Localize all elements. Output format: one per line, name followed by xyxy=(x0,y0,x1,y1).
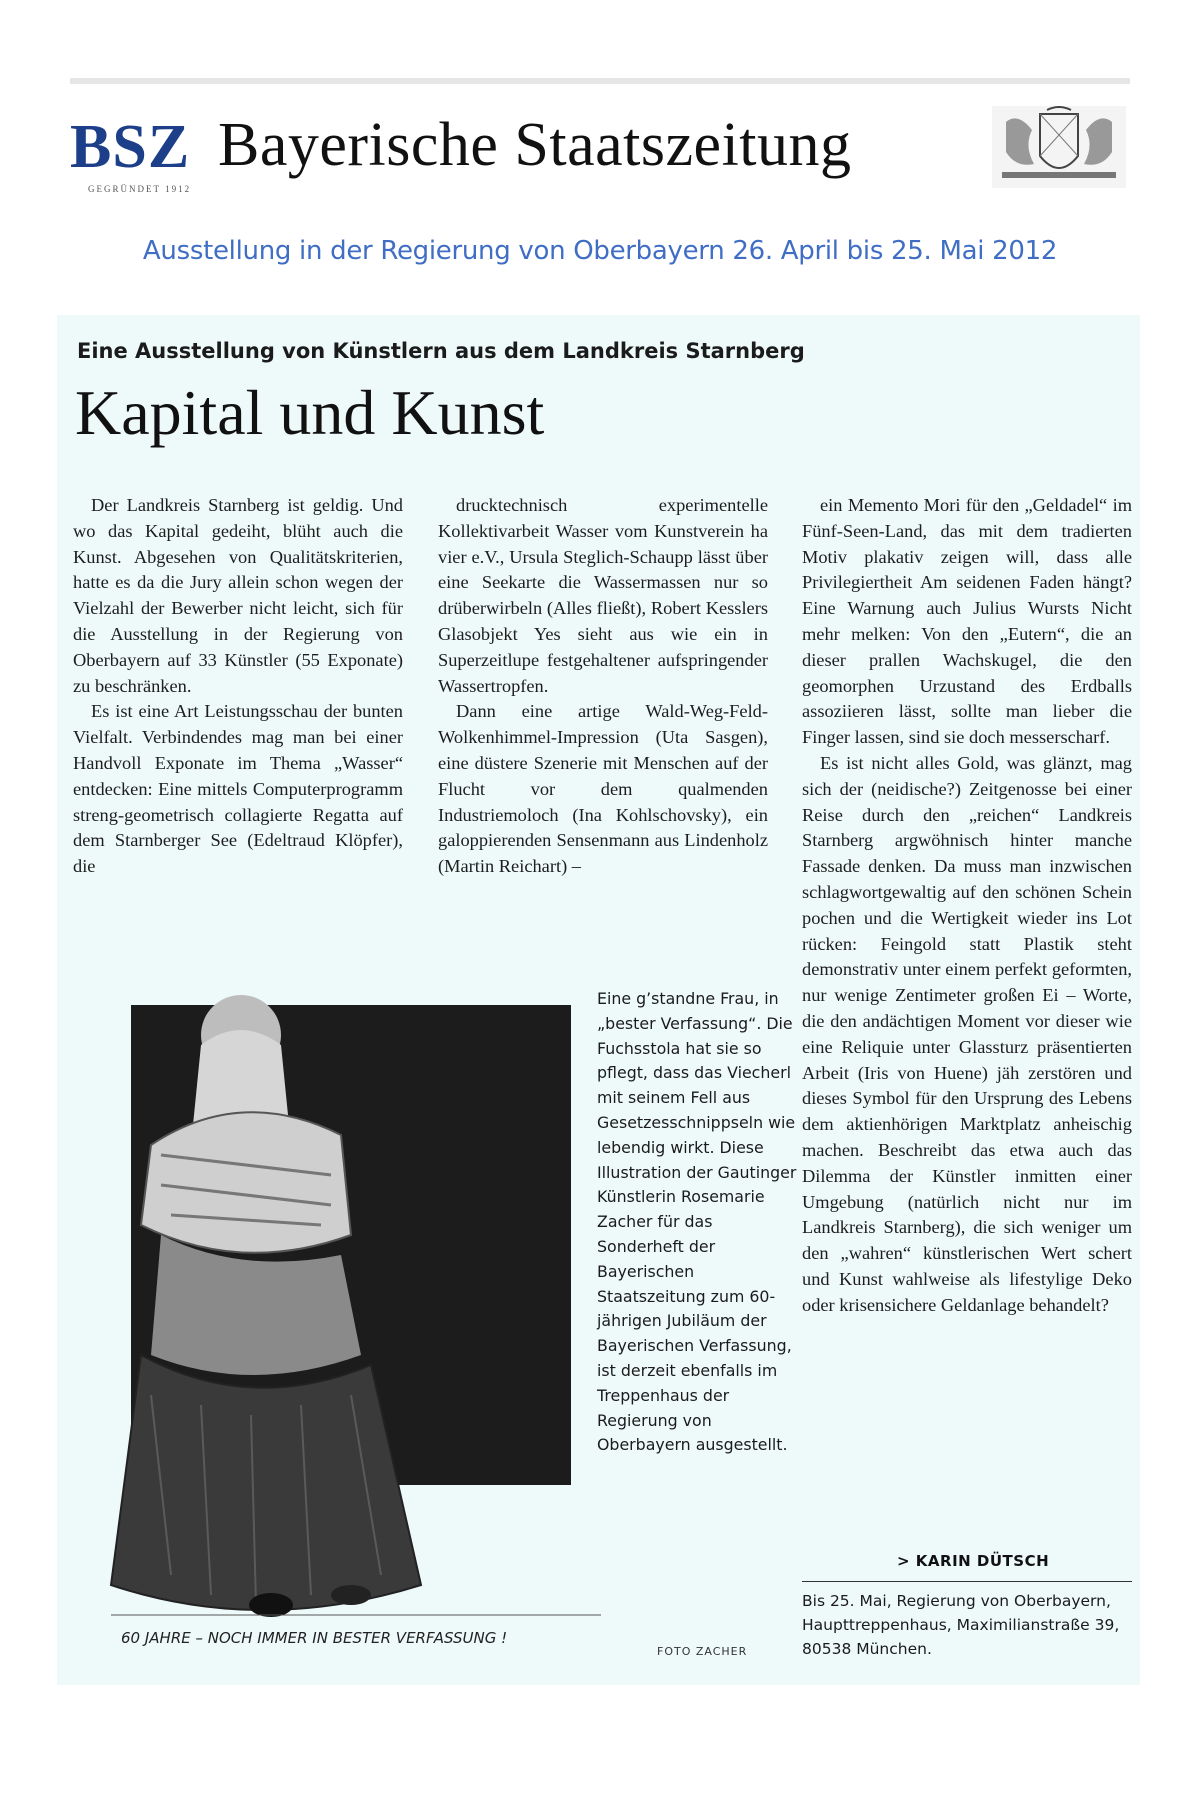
author-byline: > KARIN DÜTSCH xyxy=(897,1552,1050,1570)
article-headline: Kapital und Kunst xyxy=(75,377,545,448)
paragraph: drucktechnisch experimentelle Kollektivarbeit Wasser vom Kunstverein ha vier e.V., Ursula Steglich-Schaupp lässt über eine Seekarte die Wassermassen nur so drüberwirbeln (Alles fließt), Robert Kesslers Glasobjekt Yes sieht aus wie ein in Superzeitlupe festgehaltener aufspringender Wassertropfen. xyxy=(438,495,768,696)
article-column-2 xyxy=(438,493,768,963)
masthead xyxy=(70,78,1130,204)
bavarian-coat-of-arms-icon xyxy=(992,106,1126,188)
paragraph: Dann eine artige Wald-Weg-Feld-Wolkenhimmel-Impression (Uta Sasgen), eine düstere Szenerie mit Menschen auf der Flucht vor dem qualmenden Industriemoloch (Ina Kohlschovsky), ein galoppierenden Sensenmann aus Lindenholz (Martin Reichart) – xyxy=(438,701,768,877)
newspaper-title: Bayerische Staatszeitung xyxy=(218,111,852,179)
paragraph: Es ist nicht alles Gold, was glänzt, mag sich der (neidische?) Zeitgenosse bei einer Reise durch den „reichen“ Landkreis Starnberg argwöhnisch hinter manche Fassade denken. Da muss man inzwischen schlagwortgewaltig auf den schönen Schein pochen und die Wertigkeit wieder ins Lot rücken: Feingold statt Plastik steht demonstrativ unter einem perfekt geformten, nur wenige Zentimeter großen Ei – Worte, die den andächtigen Moment vor dieser wie eine Reliquie unter Glassturz präsentierten Arbeit (Iris von Huene) jäh zerstören und dieses Symbol für den Ursprung des Lebens dem aktienhörigen Marktplatz anheischig machen. Beschreibt das etwa auch das Dilemma der Künstler inmitten einer Umgebung (natürlich nicht nur im Landkreis Starnberg), die sich weniger um den „wahren“ künstlerischen Wert schert und Kunst wahlweise als lifestylige Deko oder krisensichere Geldanlage behandelt? xyxy=(802,752,1132,1315)
illustration-woman-with-fox-stole xyxy=(91,975,631,1655)
paragraph: Der Landkreis Starnberg ist geldig. Und wo das Kapital gedeiht, blüht auch die Kunst. Abgesehen von Qualitätskriterien, hatte es da die Jury allein schon wegen der Vielzahl der Bewerber nicht leicht, sich für die Ausstellung in der Regierung von Oberbayern auf 33 Künstler (55 Exponate) zu beschränken. xyxy=(73,495,403,696)
article-column-1 xyxy=(73,493,403,963)
founded-note: GEGRÜNDET 1912 xyxy=(88,184,192,194)
paragraph: ein Memento Mori für den „Geldadel“ im Fünf-Seen-Land, das mit dem tradierten Motiv plakativ zeigen will, dass alle Privilegiertheit Am seidenen Faden hängt? Eine Warnung auch Julius Wursts Nicht mehr melken: Von den „Eutern“, die an dieser prallen Wachskugel, die den geomorphen Urzustand des Erdballs assoziieren lässt, sollte man lieber die Finger lassen, sind sie doch messerscharf. xyxy=(802,495,1132,748)
illustration-caption: Eine g’standne Frau, in „bester Verfassung“. Die Fuchsstola hat sie so pflegt, dass das Viecherl mit seinem Fell aus Gesetzesschnippseln wie lebendig wirkt. Diese Illustration der Gautinger Künstlerin Rosemarie Zacher für das Sonderheft der Bayerischen Staatszeitung zum 60-jährigen Jubiläum der Bayerischen Verfassung, ist derzeit ebenfalls im Treppenhaus der Regierung von Oberbayern ausgestellt. xyxy=(597,989,797,1455)
newspaper-clipping xyxy=(57,315,1140,1685)
photo-credit: FOTO ZACHER xyxy=(657,1645,748,1658)
article-kicker: Eine Ausstellung von Künstlern aus dem Landkreis Starnberg xyxy=(77,339,805,363)
paragraph: Es ist eine Art Leistungsschau der bunten Vielfalt. Verbindendes mag man bei einer Handvoll Exponate im Thema „Wasser“ entdecken: Eine mittels Computerprogramm streng-geometrisch collagierte Regatta auf dem Starnberger See (Edeltraud Klöpfer), die xyxy=(73,701,403,877)
exhibition-subtitle: Ausstellung in der Regierung von Oberbayern 26. April bis 25. Mai 2012 xyxy=(142,236,1058,266)
article-column-3 xyxy=(802,493,1132,1643)
divider xyxy=(802,1581,1132,1582)
bsz-logo: BSZ xyxy=(70,113,191,181)
illustration-inscription: 60 JAHRE – NOCH IMMER IN BESTER VERFASSUNG ! xyxy=(121,1629,508,1647)
exhibition-info: Bis 25. Mai, Regierung von Oberbayern, Haupttreppenhaus, Maximilianstraße 39, 80538 München. xyxy=(802,1592,1120,1658)
